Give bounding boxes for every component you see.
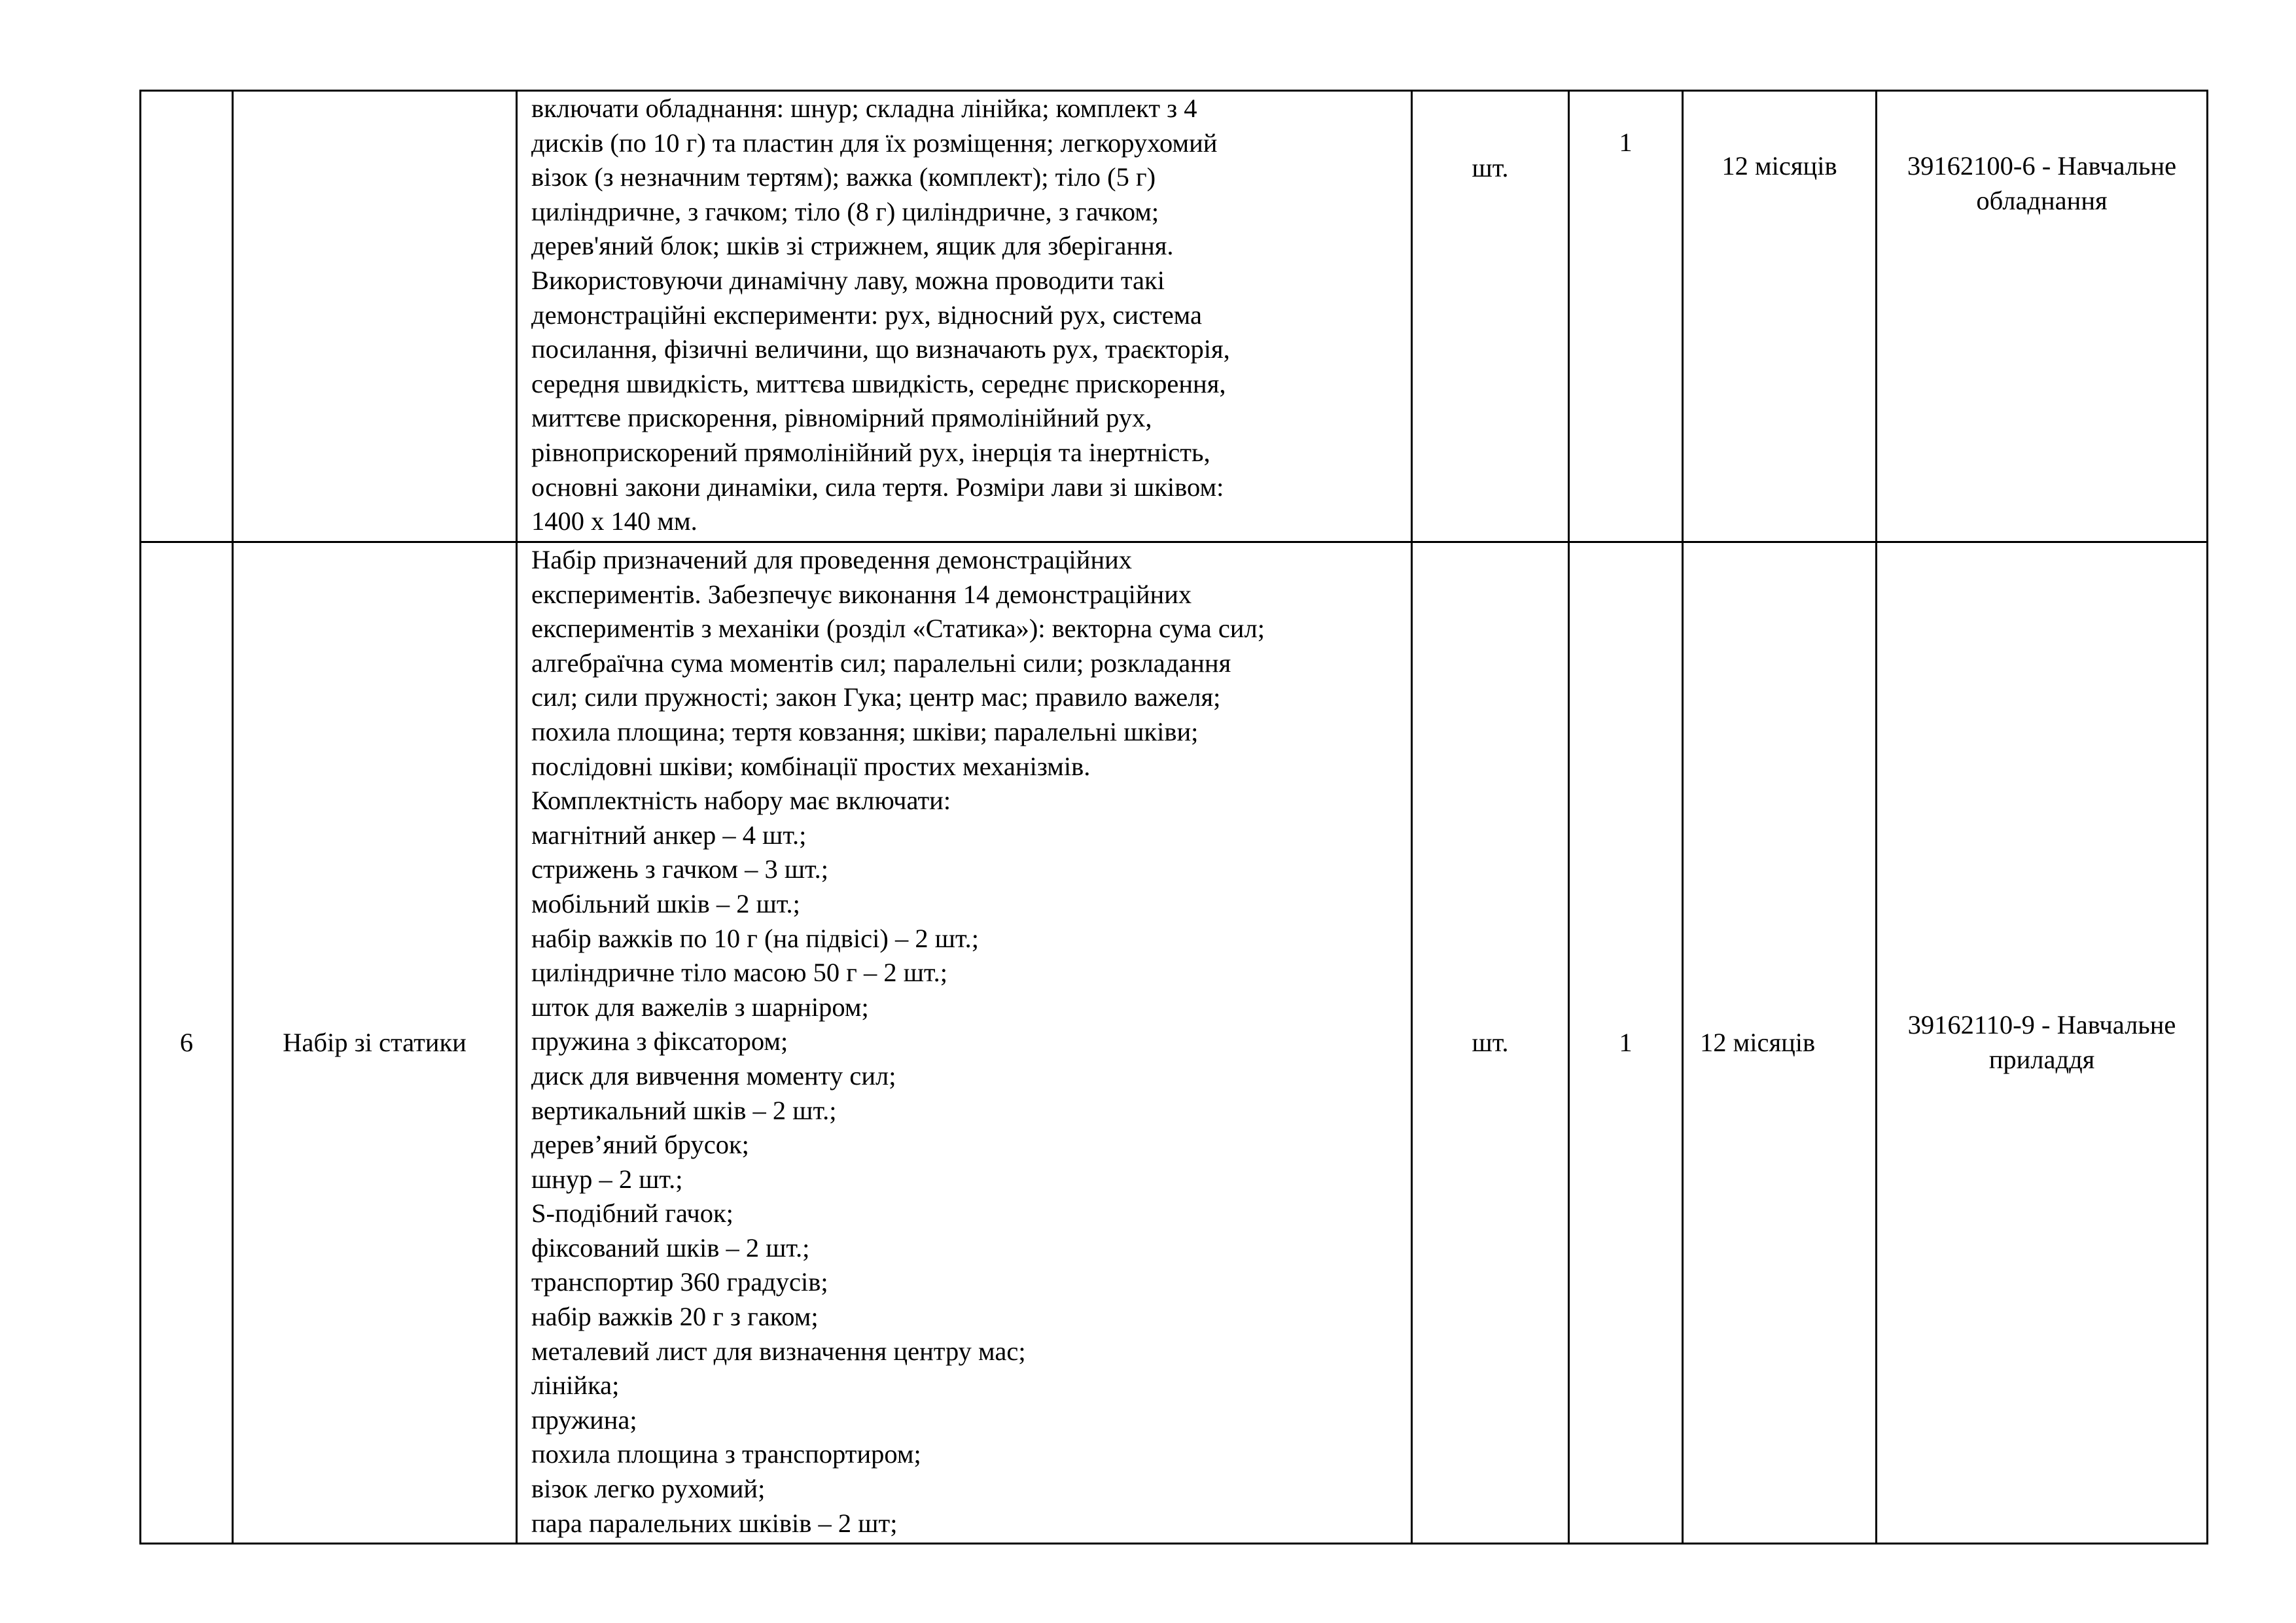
description-line: похила площина; тертя ковзання; шківи; паралельні шківи; <box>531 716 1199 746</box>
item-number-cell <box>141 91 233 542</box>
description-line: середня швидкість, миттєва швидкість, середнє прискорення, <box>531 368 1226 398</box>
description-line: сил; сили пружності; закон Гука; центр мас; правило важеля; <box>531 682 1221 712</box>
description-line: магнітний анкер – 4 шт.; <box>531 820 807 850</box>
item-name-cell <box>233 91 517 542</box>
description-line: стрижень з гачком – 3 шт.; <box>531 854 829 884</box>
item-number-cell: 6 <box>141 542 233 1544</box>
cpv-code-line: обладнання <box>1976 185 2108 215</box>
description-line: візок легко рухомий; <box>531 1474 766 1504</box>
warranty-cell <box>1683 542 1877 1544</box>
description-line: дерев’яний брусок; <box>531 1130 749 1160</box>
description-line: похила площина з транспортиром; <box>531 1439 921 1469</box>
description-line: дерев'яний блок; шків зі стрижнем, ящик для зберігання. <box>531 231 1174 261</box>
quantity-cell <box>1569 91 1683 542</box>
description-line: Використовуючи динамічну лаву, можна проводити такі <box>531 265 1165 295</box>
description-line: мобільний шків – 2 шт.; <box>531 888 800 918</box>
description-line: 1400 х 140 мм. <box>531 506 698 536</box>
unit-value: шт. <box>1472 1027 1509 1057</box>
description-line: посилання, фізичні величини, що визначають рух, траєкторія, <box>531 334 1230 364</box>
cpv-code-line: 39162110-9 - Навчальне <box>1907 1010 2176 1040</box>
description-line: пружина; <box>531 1405 637 1435</box>
warranty-cell <box>1683 91 1877 542</box>
cpv-code-line: 39162100-6 - Навчальне <box>1907 151 2177 181</box>
description-line: алгебраїчна сума моментів сил; паралельні сили; розкладання <box>531 648 1231 678</box>
description-line: металевий лист для визначення центру мас; <box>531 1336 1026 1366</box>
description-line: рівноприскорений прямолінійний рух, інерція та інертність, <box>531 437 1210 467</box>
description-line: шток для важелів з шарніром; <box>531 992 869 1022</box>
quantity-value: 1 <box>1619 1027 1633 1057</box>
description-line: миттєве прискорення, рівномірний прямолінійний рух, <box>531 403 1152 433</box>
description-line: пара паралельних шківів – 2 шт; <box>531 1508 898 1538</box>
description-line: Комплектність набору має включати: <box>531 786 951 816</box>
description-line: візок (з незначним тертям); важка (комплект); тіло (5 г) <box>531 162 1156 192</box>
description-line: шнур – 2 шт.; <box>531 1164 683 1194</box>
description-line: Набір призначений для проведення демонстраційних <box>531 545 1133 574</box>
cpv-code-cell <box>1877 91 2208 542</box>
description-line: набір важків по 10 г (на підвісі) – 2 шт.; <box>531 923 979 953</box>
quantity-cell <box>1569 542 1683 1544</box>
description-line: фіксований шків – 2 шт.; <box>531 1232 810 1263</box>
description-line: вертикальний шків – 2 шт.; <box>531 1095 837 1125</box>
description-line: експериментів з механіки (розділ «Статика»): векторна сума сил; <box>531 614 1265 644</box>
description-line: експериментів. Забезпечує виконання 14 демонстраційних <box>531 579 1192 609</box>
quantity-value: 1 <box>1619 128 1633 157</box>
description-line: транспортир 360 градусів; <box>531 1267 828 1297</box>
description-line: дисків (по 10 г) та пластин для їх розміщення; легкорухомий <box>531 128 1218 158</box>
item-description-cell <box>517 91 1412 542</box>
description-line: демонстраційні експерименти: рух, відносний рух, система <box>531 300 1202 330</box>
description-line: лінійка; <box>531 1370 620 1401</box>
description-line: основні закони динаміки, сила тертя. Розміри лави зі шківом: <box>531 472 1224 502</box>
specification-table <box>139 90 2208 1544</box>
cpv-code-line: приладдя <box>1988 1045 2095 1074</box>
description-line: циліндричне тіло масою 50 г – 2 шт.; <box>531 958 947 988</box>
unit-cell <box>1412 91 1569 542</box>
item-description-cell <box>517 542 1412 1544</box>
unit-value: шт. <box>1472 153 1509 183</box>
description-line: S-подібний гачок; <box>531 1198 733 1229</box>
table-row <box>141 542 2208 1544</box>
table-row <box>141 91 2208 542</box>
description-line: послідовні шківи; комбінації простих механізмів. <box>531 751 1091 781</box>
cpv-code-cell <box>1877 542 2208 1544</box>
description-line: набір важків 20 г з гаком; <box>531 1302 819 1332</box>
description-line: циліндричне, з гачком; тіло (8 г) циліндричне, з гачком; <box>531 196 1159 226</box>
description-line: включати обладнання: шнур; складна лінійка; комплект з 4 <box>531 94 1197 123</box>
description-line: диск для вивчення моменту сил; <box>531 1060 896 1091</box>
warranty-value: 12 місяців <box>1722 151 1837 181</box>
unit-cell <box>1412 542 1569 1544</box>
description-line: пружина з фіксатором; <box>531 1026 788 1056</box>
warranty-value: 12 місяців <box>1700 1027 1816 1057</box>
item-name-cell: Набір зі статики <box>233 542 517 1544</box>
